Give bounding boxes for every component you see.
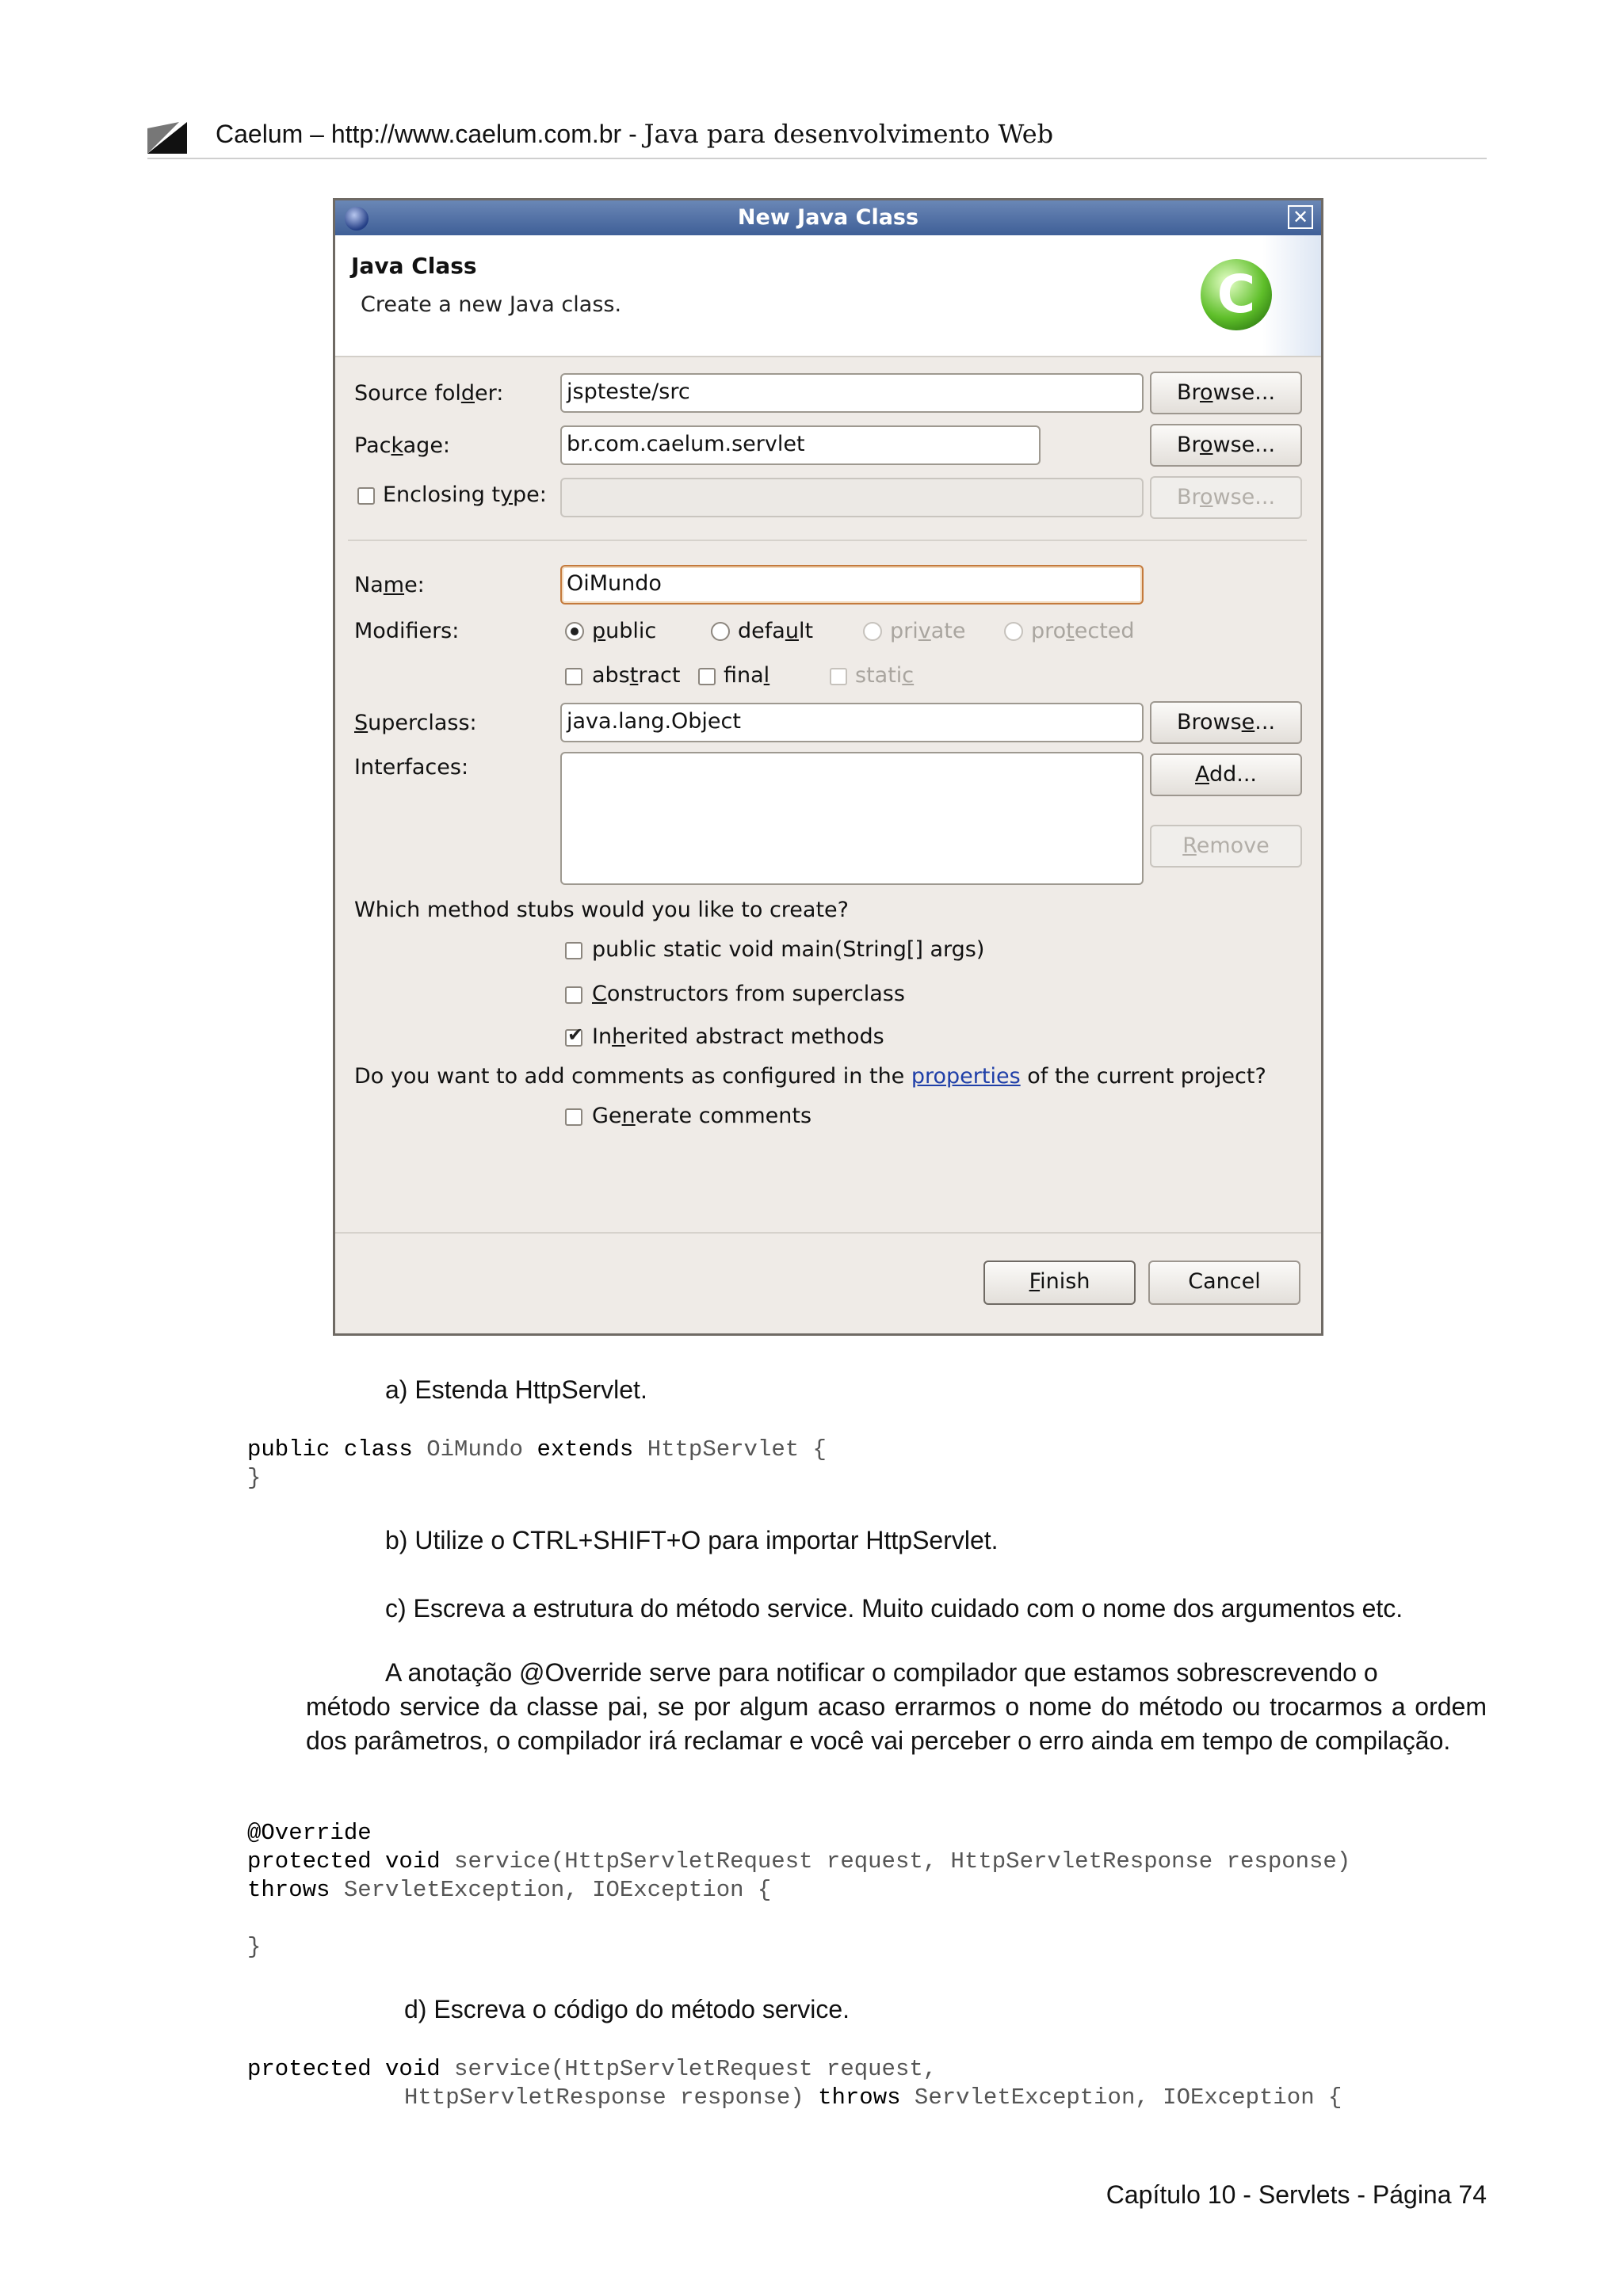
browse-package-button[interactable]: Browse... (1150, 424, 1302, 467)
class-wizard-icon (1201, 259, 1272, 330)
abstract-checkbox[interactable] (565, 668, 582, 685)
code-block-3: protected void service(HttpServletRequest request, HttpServletResponse response) throws ServletException, IOException { (247, 2056, 1342, 2111)
static-label: static (855, 663, 915, 688)
static-checkbox (830, 668, 847, 685)
add-interface-button[interactable]: Add... (1150, 753, 1302, 796)
header-text: Caelum – http://www.caelum.com.br - (216, 120, 644, 148)
step-d: d) Escreva o código do método service. (404, 1995, 850, 2023)
step-a: a) Estenda HttpServlet. (385, 1375, 647, 1404)
public-label: public (592, 619, 657, 643)
constructors-label: Constructors from superclass (592, 982, 905, 1006)
footer-separator (335, 1232, 1321, 1234)
cancel-button[interactable]: Cancel (1148, 1261, 1300, 1305)
properties-link[interactable]: properties (911, 1064, 1021, 1089)
enclosing-type-label: Enclosing type: (383, 482, 547, 507)
interfaces-label: Interfaces: (354, 755, 469, 780)
interfaces-list[interactable] (560, 752, 1144, 885)
final-checkbox[interactable] (698, 668, 716, 685)
main-stub-label: public static void main(String[] args) (592, 937, 985, 962)
superclass-input[interactable]: java.lang.Object (560, 703, 1144, 742)
protected-radio (1004, 622, 1023, 641)
caelum-logo-icon (147, 122, 187, 154)
modifiers-label: Modifiers: (354, 619, 460, 643)
finish-button[interactable]: Finish (983, 1261, 1136, 1305)
override-paragraph: A anotação @Override serve para notificar o compilador que estamos sobrescrevendo o método service da classe pai, se por algum acaso errarmos o nome do método ou trocarmos a ordem dos parâmetros, o compilador irá reclamar e você vai perceber o erro ainda em tempo de compilação. (306, 1658, 1487, 1755)
remove-interface-button: Remove (1150, 825, 1302, 868)
title-bar[interactable] (335, 200, 1321, 235)
abstract-label: abstract (592, 663, 681, 688)
private-radio (863, 622, 882, 641)
window-title: New Java Class (737, 205, 919, 230)
header-rule (147, 158, 1487, 159)
private-label: private (890, 619, 966, 643)
package-label: Package: (354, 433, 451, 458)
final-label: final (724, 663, 770, 688)
wizard-banner (335, 235, 1321, 357)
constructors-checkbox[interactable] (565, 986, 582, 1004)
class-wizard-letter: C (1216, 264, 1256, 325)
stubs-question: Which method stubs would you like to create? (354, 898, 849, 922)
browse-superclass-button[interactable]: Browse... (1150, 701, 1302, 744)
generate-comments-label: Generate comments (592, 1104, 812, 1128)
generate-comments-checkbox[interactable] (565, 1108, 582, 1126)
separator (348, 540, 1307, 541)
package-input[interactable]: br.com.caelum.servlet (560, 425, 1041, 465)
browse-source-button[interactable]: Browse... (1150, 372, 1302, 414)
default-radio[interactable] (711, 622, 730, 641)
enclosing-type-input (560, 478, 1144, 517)
name-input[interactable]: OiMundo (560, 565, 1144, 605)
new-java-class-dialog (333, 198, 1323, 1336)
comments-question: Do you want to add comments as configured in the properties of the current project? (354, 1064, 1266, 1089)
code-block-2: @Override protected void service(HttpServletRequest request, HttpServletResponse response) throws ServletException, IOException { } (247, 1820, 1351, 1960)
inherited-methods-checkbox[interactable] (565, 1024, 584, 1047)
public-radio[interactable] (565, 622, 584, 641)
page-header (216, 119, 1053, 149)
banner-subtitle: Create a new Java class. (361, 292, 622, 317)
page-footer: Capítulo 10 - Servlets - Página 74 (1106, 2180, 1487, 2209)
step-b: b) Utilize o CTRL+SHIFT+O para importar HttpServlet. (385, 1526, 999, 1554)
name-label: Name: (354, 573, 425, 597)
code-block-1: public class OiMundo extends HttpServlet { } (247, 1436, 827, 1491)
close-icon[interactable]: ✕ (1288, 205, 1313, 229)
source-folder-input[interactable]: jspteste/src (560, 373, 1144, 413)
browse-enclosing-button: Browse... (1150, 476, 1302, 519)
default-label: default (738, 619, 814, 643)
main-stub-checkbox[interactable] (565, 942, 582, 959)
header-serif-text: Java para desenvolvimento Web (643, 119, 1054, 149)
enclosing-type-checkbox[interactable] (357, 487, 375, 505)
superclass-label: Superclass: (354, 711, 477, 735)
banner-title: Java Class (351, 253, 477, 279)
source-folder-label: Source folder: (354, 381, 504, 406)
step-c: c) Escreva a estrutura do método service. Muito cuidado com o nome dos argumentos etc. (385, 1594, 1403, 1623)
check-mark-icon: ✔ (567, 1024, 584, 1046)
inherited-methods-label: Inherited abstract methods (592, 1024, 884, 1049)
protected-label: protected (1031, 619, 1135, 643)
